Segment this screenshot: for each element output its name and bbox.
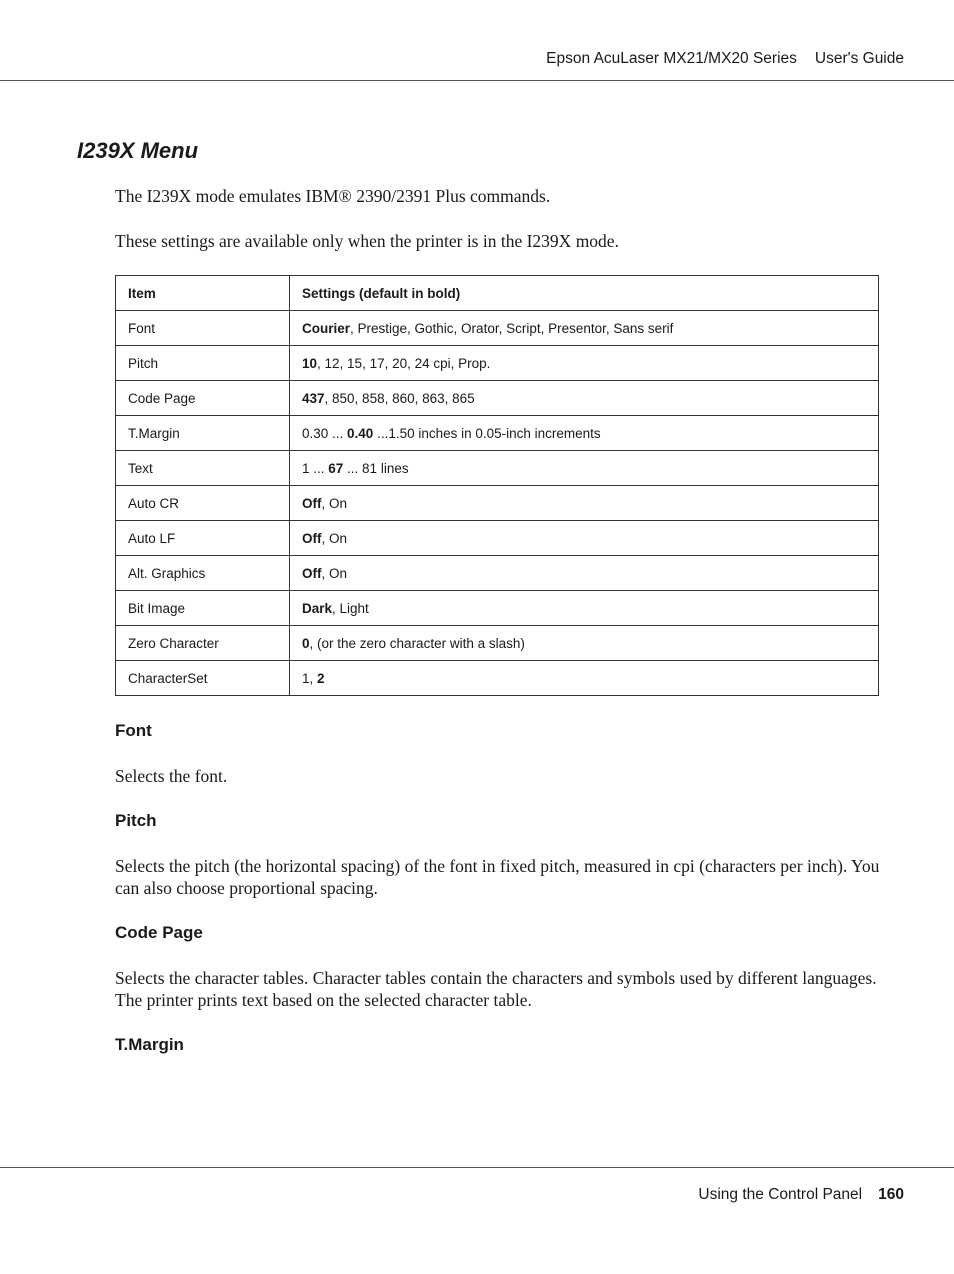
page-number: 160 [878,1186,904,1203]
setting-default-value: Off [302,530,322,546]
setting-values-suffix: ...1.50 inches in 0.05-inch increments [373,425,601,441]
column-header-item: Item [116,276,290,311]
setting-values-suffix: ... 81 lines [343,460,409,476]
header-product: Epson AcuLaser MX21/MX20 Series [546,50,797,67]
intro-paragraph-2: These settings are available only when the printer is in the I239X mode. [115,231,619,251]
setting-values-cell [290,311,879,346]
settings-table [115,275,879,696]
page-header [546,50,904,68]
setting-default-value: 0.40 [347,425,374,441]
pitch-description: Selects the pitch (the horizontal spacing) of the font in fixed pitch, measured in cpi (characters per inch). You can also choose proportional spacing. [115,856,880,898]
setting-values-suffix: , On [321,565,348,581]
header-divider [0,80,954,81]
setting-default-value: 0 [302,635,310,651]
font-description: Selects the font. [115,766,228,786]
code-page-description: Selects the character tables. Character tables contain the characters and symbols used by different languages. The printer prints text based on the selected character table. [115,968,877,1010]
setting-default-value: 10 [302,355,318,371]
setting-values-suffix: , 850, 858, 860, 863, 865 [324,390,475,406]
setting-values-cell [290,486,879,521]
setting-default-value: Dark [302,600,333,616]
table-row [116,311,879,346]
table-row [116,486,879,521]
setting-default-value: 437 [302,390,325,406]
setting-values-cell [290,451,879,486]
table-row [116,451,879,486]
pitch-heading: Pitch [115,811,157,830]
table-row [116,626,879,661]
setting-item-cell: Bit Image [116,591,290,626]
table-row [116,346,879,381]
footer-chapter: Using the Control Panel [698,1186,863,1203]
setting-values-suffix: , Light [332,600,369,616]
table-row [116,661,879,696]
setting-default-value: 67 [328,460,344,476]
table-row [116,556,879,591]
setting-values-cell [290,556,879,591]
setting-values-suffix: , (or the zero character with a slash) [309,635,525,651]
table-row [116,381,879,416]
section-title: I239X Menu [77,138,199,163]
setting-item-cell: Auto LF [116,521,290,556]
table-row [116,521,879,556]
setting-default-value: Courier [302,320,351,336]
code-page-heading: Code Page [115,923,203,942]
settings-table-body [116,311,879,696]
column-header-settings: Settings (default in bold) [290,276,879,311]
table-header-row [116,276,879,311]
tmargin-heading: T.Margin [115,1035,184,1054]
setting-values-cell [290,591,879,626]
setting-item-cell: Alt. Graphics [116,556,290,591]
setting-item-cell: Pitch [116,346,290,381]
setting-default-value: Off [302,565,322,581]
table-row [116,416,879,451]
table-row [116,591,879,626]
setting-item-cell: Font [116,311,290,346]
font-heading: Font [115,721,152,740]
setting-values-prefix: 0.30 ... [302,425,348,441]
setting-default-value: Off [302,495,322,511]
header-guide: User's Guide [814,50,904,67]
setting-values-cell [290,416,879,451]
setting-values-cell [290,381,879,416]
setting-values-prefix: 1 ... [302,460,329,476]
setting-default-value: 2 [317,670,325,686]
setting-values-suffix: , 12, 15, 17, 20, 24 cpi, Prop. [317,355,491,371]
setting-values-cell [290,661,879,696]
setting-item-cell: T.Margin [116,416,290,451]
setting-values-cell [290,626,879,661]
intro-paragraph-1: The I239X mode emulates IBM® 2390/2391 Plus commands. [115,186,551,206]
setting-item-cell: Code Page [116,381,290,416]
setting-values-suffix: , Prestige, Gothic, Orator, Script, Presentor, Sans serif [350,320,674,336]
setting-values-suffix: , On [321,495,348,511]
setting-values-prefix: 1, [302,670,318,686]
page-footer [698,1186,904,1204]
setting-item-cell: Text [116,451,290,486]
setting-values-cell [290,521,879,556]
setting-item-cell: CharacterSet [116,661,290,696]
setting-values-suffix: , On [321,530,348,546]
setting-values-cell [290,346,879,381]
setting-item-cell: Auto CR [116,486,290,521]
setting-item-cell: Zero Character [116,626,290,661]
footer-divider [0,1167,954,1168]
